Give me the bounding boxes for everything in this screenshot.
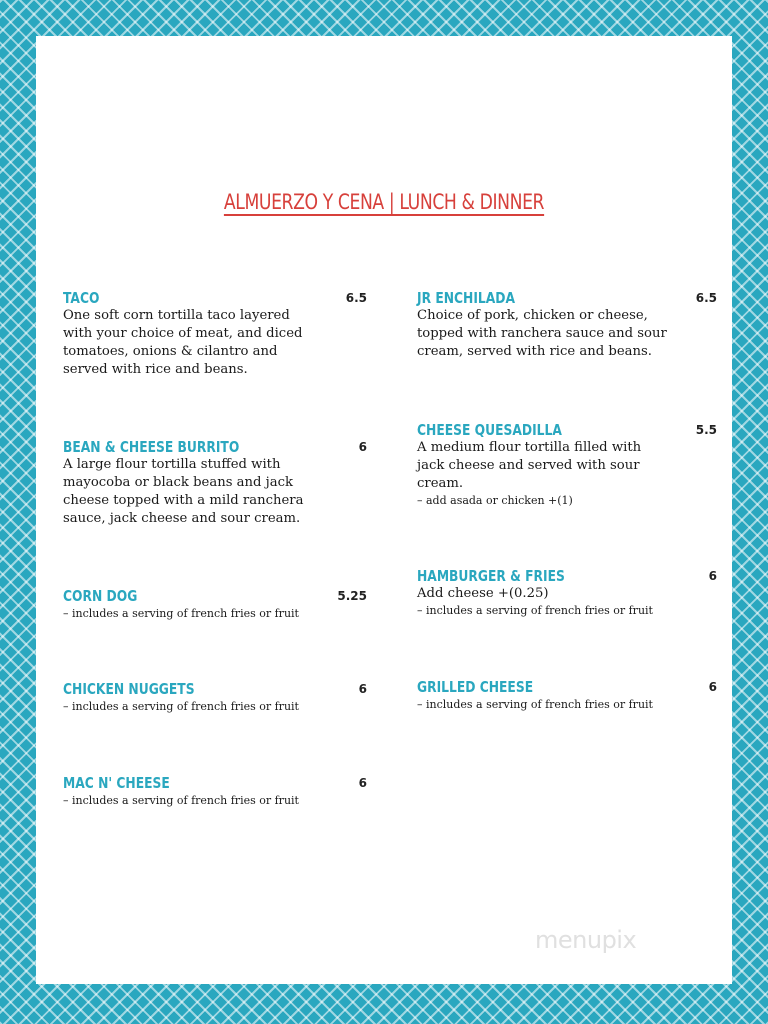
item-name: CHICKEN NUGGETS [63,680,195,698]
item-price: 6 [358,682,367,696]
item-price: 6 [358,776,367,790]
item-description: A medium flour tortilla filled with jack cheese and served with sour cream. [417,440,642,491]
item-note: – includes a serving of french fries or fruit [63,700,299,713]
item-name: GRILLED CHEESE [417,678,534,696]
item-name: TACO [63,289,100,307]
item-name: JR ENCHILADA [417,289,516,307]
item-price: 5.5 [695,423,717,437]
item-price: 5.25 [337,589,367,603]
item-note: – includes a serving of french fries or fruit [63,794,299,807]
item-name: CHEESE QUESADILLA [417,421,562,439]
item-description: Add cheese +(0.25) [417,586,549,601]
item-note: – includes a serving of french fries or fruit [417,604,653,617]
item-description: Choice of pork, chicken or cheese, topped with ranchera sauce and sour cream, served with rice and beans. [417,308,667,359]
item-note: – includes a serving of french fries or fruit [417,698,653,711]
item-price: 6 [358,440,367,454]
item-description: A large flour tortilla stuffed with mayocoba or black beans and jack cheese topped with a mild ranchera sauce, jack cheese and sour cream. [63,457,304,526]
item-name: HAMBURGER & FRIES [417,567,565,585]
item-name: CORN DOG [63,587,138,605]
item-note: – add asada or chicken +(1) [417,494,573,507]
item-price: 6.5 [345,291,367,305]
item-name: MAC N' CHEESE [63,774,170,792]
item-price: 6.5 [695,291,717,305]
item-name: BEAN & CHEESE BURRITO [63,438,240,456]
item-price: 6 [708,569,717,583]
menupix-watermark: menupix [535,926,637,954]
menu-title: ALMUERZO Y CENA | LUNCH & DINNER [223,190,545,214]
item-note: – includes a serving of french fries or fruit [63,607,299,620]
item-price: 6 [708,680,717,694]
item-description: One soft corn tortilla taco layered with your choice of meat, and diced tomatoes, onions & cilantro and served with rice and beans. [63,308,303,377]
